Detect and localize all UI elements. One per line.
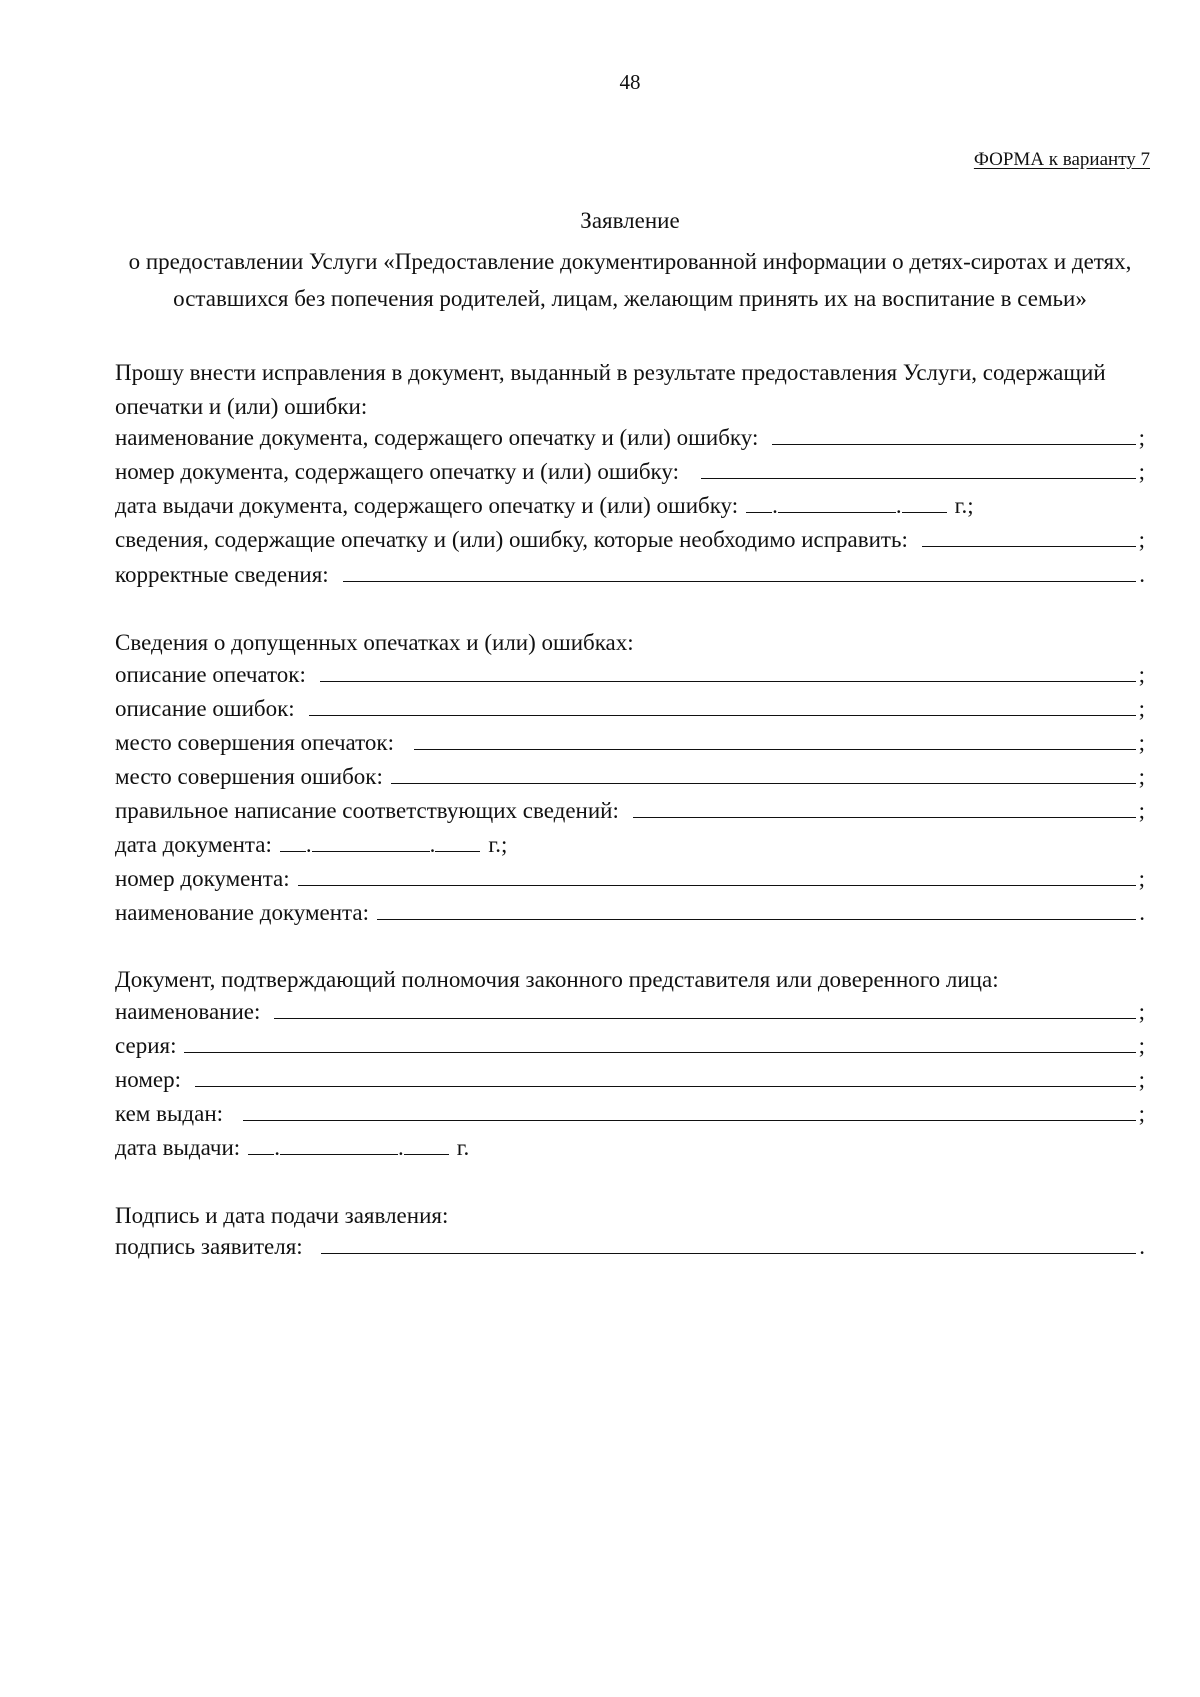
date-separator: .	[895, 493, 902, 518]
field-terminator: ;	[1138, 527, 1145, 552]
field-label: кем выдан:	[115, 1101, 224, 1126]
page-number: 48	[619, 70, 641, 94]
rep-number-field[interactable]	[195, 1066, 1136, 1087]
field-label: наименование документа:	[115, 900, 369, 925]
field-row-signature	[115, 1233, 1145, 1267]
date-separator: .	[772, 493, 778, 518]
field-label: место совершения ошибок:	[115, 764, 383, 789]
day-field[interactable]	[746, 492, 772, 513]
rep-series-field[interactable]	[184, 1032, 1135, 1053]
field-terminator: ;	[1138, 459, 1145, 484]
field-terminator: ;	[1138, 1101, 1145, 1126]
year-field[interactable]	[435, 831, 480, 852]
field-terminator: .	[1139, 900, 1145, 925]
field-row-issue-date	[115, 492, 974, 526]
representative-heading: Документ, подтверждающий полномочия законного представителя или доверенного лица:	[115, 967, 999, 992]
field-label: серия:	[115, 1033, 177, 1058]
month-field[interactable]	[280, 1134, 398, 1155]
field-label: номер документа:	[115, 866, 290, 891]
field-row-correct-spelling	[115, 797, 1145, 831]
errors-heading: Сведения о допущенных опечатках и (или) ошибках:	[115, 630, 634, 655]
day-field[interactable]	[248, 1134, 274, 1155]
correct-spelling-field[interactable]	[633, 797, 1136, 818]
document-title: Заявление	[580, 208, 680, 233]
field-row-error-place	[115, 763, 1145, 797]
day-field[interactable]	[280, 831, 306, 852]
field-terminator: ;	[1138, 1067, 1145, 1092]
form-reference: ФОРМА к варианту 7	[973, 149, 1150, 170]
error-place-field[interactable]	[391, 763, 1136, 784]
field-row-doc-date	[115, 831, 507, 865]
field-row-typo-place	[115, 729, 1145, 763]
date-separator: .	[429, 832, 436, 857]
field-row-rep-series	[115, 1032, 1145, 1066]
field-label: номер документа, содержащего опечатку и (или) ошибку:	[115, 459, 679, 484]
field-label: описание опечаток:	[115, 662, 306, 687]
year-field[interactable]	[404, 1134, 449, 1155]
field-label: наименование:	[115, 999, 261, 1024]
field-row-correct-info	[115, 561, 1145, 595]
rep-issued-by-field[interactable]	[243, 1100, 1136, 1121]
field-row-doc-name-2	[115, 899, 1145, 933]
rep-name-field[interactable]	[274, 998, 1135, 1019]
field-row-wrong-info	[115, 526, 1145, 560]
field-terminator: ;	[1138, 866, 1145, 891]
doc-number-field[interactable]	[701, 458, 1136, 479]
month-field[interactable]	[312, 831, 430, 852]
field-row-rep-issue-date	[115, 1134, 469, 1168]
doc-name-field[interactable]	[377, 899, 1136, 920]
month-field[interactable]	[778, 492, 896, 513]
typo-place-field[interactable]	[414, 729, 1136, 750]
field-row-doc-name	[115, 424, 1145, 458]
field-label: дата документа:	[115, 832, 272, 857]
year-suffix: г.;	[488, 832, 508, 857]
field-label: правильное написание соответствующих сведений:	[115, 798, 619, 823]
field-label: корректные сведения:	[115, 562, 329, 587]
field-terminator: ;	[1138, 662, 1145, 687]
field-terminator: ;	[1138, 1033, 1145, 1058]
year-suffix: г.;	[954, 493, 974, 518]
year-field[interactable]	[902, 492, 947, 513]
typo-desc-field[interactable]	[320, 661, 1136, 682]
field-label: дата выдачи:	[115, 1135, 241, 1160]
field-terminator: .	[1139, 1234, 1145, 1259]
field-label: место совершения опечаток:	[115, 730, 394, 755]
field-row-rep-issued-by	[115, 1100, 1145, 1134]
doc-number-field[interactable]	[298, 865, 1136, 886]
year-suffix: г.	[456, 1135, 470, 1160]
field-terminator: ;	[1138, 425, 1145, 450]
field-label: сведения, содержащие опечатку и (или) ошибку, которые необходимо исправить:	[115, 527, 908, 552]
field-row-doc-number-2	[115, 865, 1145, 899]
doc-name-field[interactable]	[772, 424, 1135, 445]
correct-info-field[interactable]	[343, 561, 1137, 582]
wrong-info-field[interactable]	[922, 526, 1136, 547]
field-terminator: ;	[1138, 730, 1145, 755]
date-separator: .	[274, 1135, 280, 1160]
signature-field[interactable]	[321, 1233, 1137, 1254]
date-separator: .	[305, 832, 312, 857]
error-desc-field[interactable]	[309, 695, 1136, 716]
field-terminator: .	[1139, 562, 1145, 587]
date-separator: .	[397, 1135, 404, 1160]
field-terminator: ;	[1138, 798, 1145, 823]
document-subtitle: о предоставлении Услуги «Предоставление документированной информации о детях-сиротах и детях, оставшихся без попечения родителей, лицам, желающим принять их на воспитание в семьи»	[128, 249, 1132, 311]
field-row-rep-number	[115, 1066, 1145, 1100]
field-label: подпись заявителя:	[115, 1234, 303, 1259]
field-terminator: ;	[1138, 764, 1145, 789]
field-row-rep-name	[115, 998, 1145, 1032]
field-terminator: ;	[1138, 999, 1145, 1024]
signature-heading: Подпись и дата подачи заявления:	[115, 1203, 449, 1228]
field-terminator: ;	[1138, 696, 1145, 721]
field-label: номер:	[115, 1067, 182, 1092]
field-label: наименование документа, содержащего опечатку и (или) ошибку:	[115, 425, 759, 450]
field-label: дата выдачи документа, содержащего опечатку и (или) ошибку:	[115, 493, 739, 518]
field-row-doc-number	[115, 458, 1145, 492]
field-row-typo-desc	[115, 661, 1145, 695]
field-label: описание ошибок:	[115, 696, 295, 721]
field-row-error-desc	[115, 695, 1145, 729]
correction-intro: Прошу внести исправления в документ, выданный в результате предоставления Услуги, содержащий опечатки и (или) ошибки:	[115, 360, 1106, 419]
